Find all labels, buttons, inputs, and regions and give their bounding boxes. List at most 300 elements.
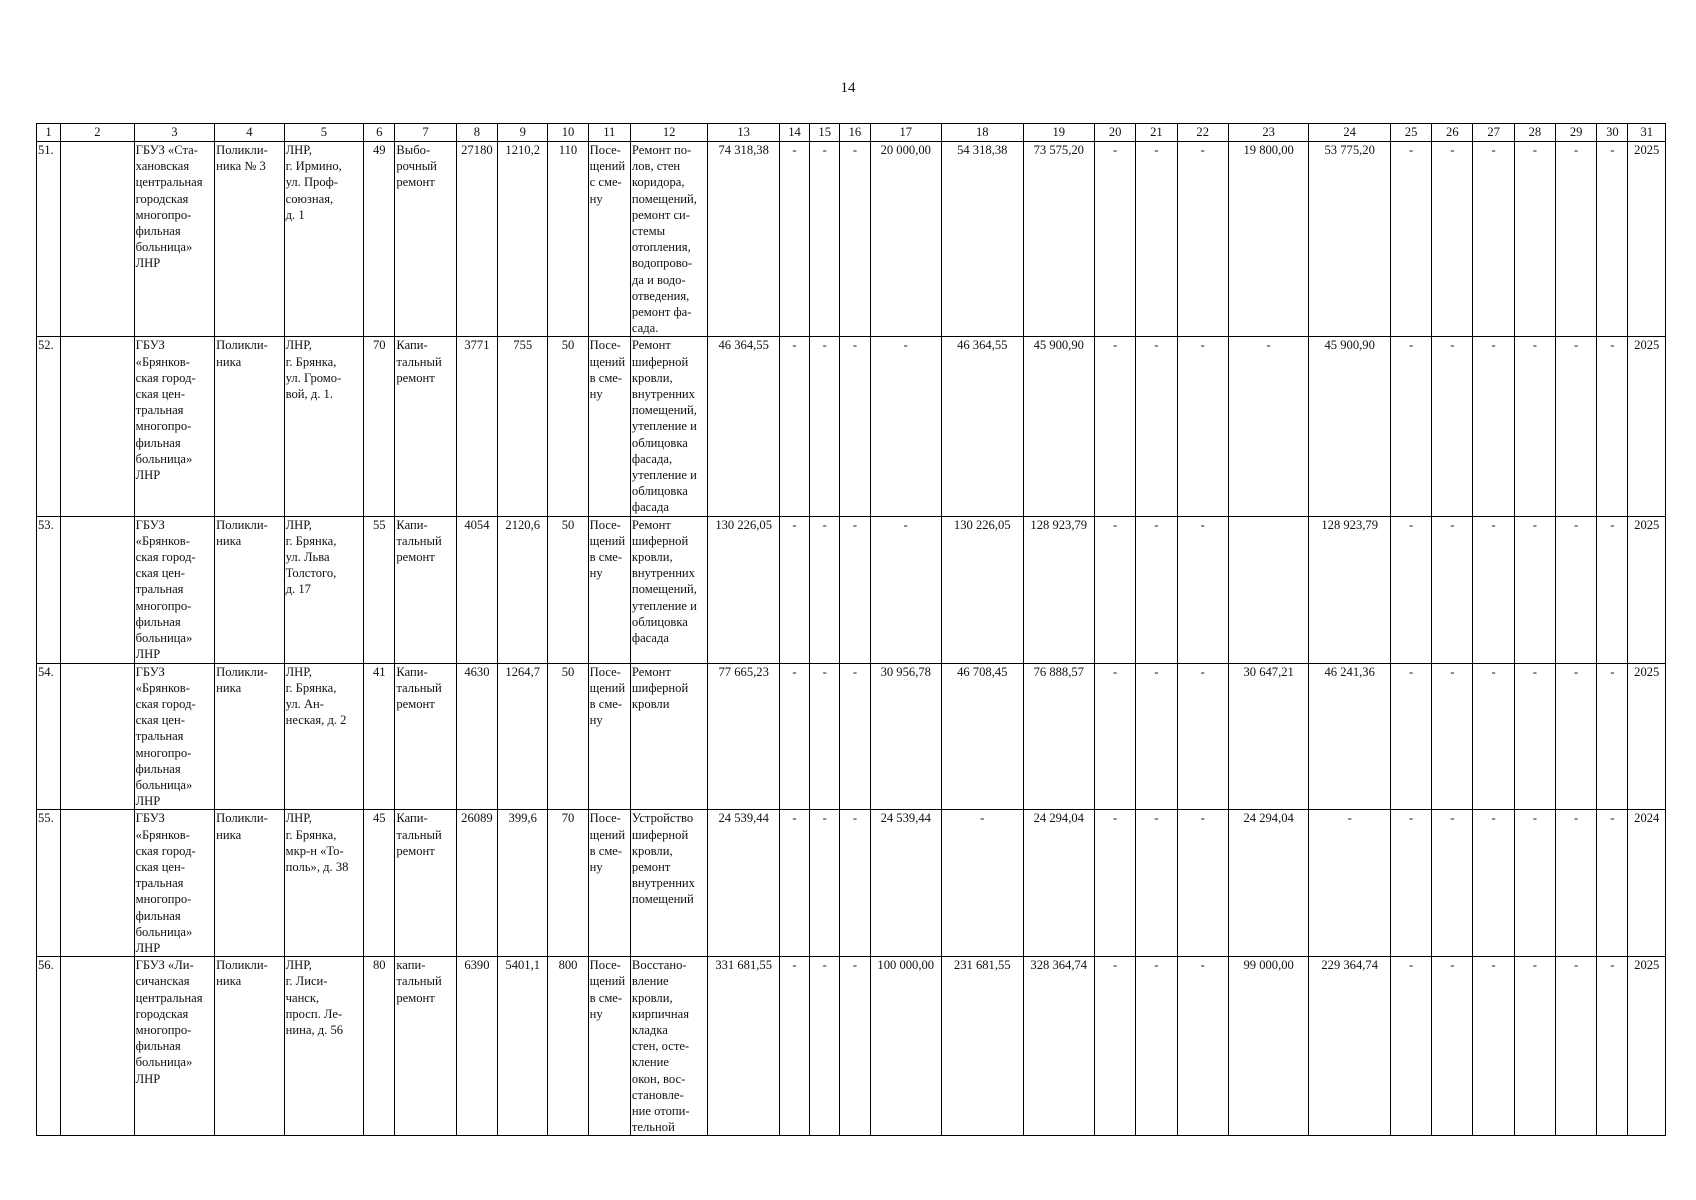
cell-col-13 bbox=[708, 663, 779, 810]
cell-text: ЛНР, г. Брянка, ул. Ан- неская, д. 2 bbox=[285, 664, 347, 728]
cell-col-7 bbox=[395, 663, 456, 810]
cell-text: - bbox=[792, 664, 797, 679]
cell-col-17 bbox=[870, 810, 941, 957]
column-header-8: 8 bbox=[456, 124, 497, 142]
cell-col-26 bbox=[1432, 142, 1473, 337]
cell-col-2 bbox=[61, 337, 134, 516]
cell-text: ГБУЗ «Брянков- ская город- ская цен- тральная многопро- фильная больница» ЛНР bbox=[135, 517, 196, 662]
column-header-21: 21 bbox=[1136, 124, 1177, 142]
cell-text: 76 888,57 bbox=[1033, 664, 1084, 679]
cell-text: - bbox=[1113, 338, 1118, 353]
cell-text: Поликли- ника bbox=[216, 517, 268, 548]
cell-col-27 bbox=[1473, 957, 1514, 1136]
cell-col-3 bbox=[134, 337, 215, 516]
cell-text: - bbox=[1450, 338, 1455, 353]
cell-text: 45 bbox=[372, 811, 386, 826]
column-header-13: 13 bbox=[708, 124, 779, 142]
cell-col-2 bbox=[61, 810, 134, 957]
cell-col-31 bbox=[1628, 337, 1666, 516]
cell-text: 53. bbox=[38, 517, 54, 532]
cell-text: Посе- щений в сме- ну bbox=[589, 958, 626, 1021]
cell-text: - bbox=[1532, 958, 1537, 973]
cell-text: - bbox=[1200, 664, 1205, 679]
cell-col-6 bbox=[364, 337, 395, 516]
cell-text: - bbox=[1154, 664, 1159, 679]
cell-text: 99 000,00 bbox=[1243, 958, 1294, 973]
cell-text: - bbox=[852, 958, 858, 973]
cell-col-1 bbox=[37, 663, 61, 810]
cell-text: - bbox=[1610, 811, 1615, 826]
cell-text: 130 226,05 bbox=[953, 517, 1011, 532]
cell-text: 5401,1 bbox=[505, 958, 541, 973]
cell-text: - bbox=[1450, 664, 1455, 679]
cell-text: 2025 bbox=[1634, 517, 1660, 532]
cell-text: 24 539,44 bbox=[718, 811, 769, 826]
cell-text: 100 000,00 bbox=[877, 958, 935, 973]
cell-col-26 bbox=[1432, 810, 1473, 957]
cell-col-10 bbox=[548, 142, 588, 337]
cell-text: - bbox=[1610, 517, 1615, 532]
cell-col-24 bbox=[1309, 957, 1391, 1136]
cell-text: 73 575,20 bbox=[1033, 143, 1084, 157]
cell-col-31 bbox=[1628, 142, 1666, 337]
cell-text: Капи- тальный ремонт bbox=[396, 664, 442, 711]
cell-col-25 bbox=[1390, 810, 1431, 957]
cell-text: - bbox=[1491, 664, 1496, 679]
cell-col-29 bbox=[1556, 810, 1597, 957]
cell-col-12 bbox=[630, 516, 708, 663]
cell-col-20 bbox=[1095, 957, 1136, 1136]
cell-text: - bbox=[1491, 958, 1496, 973]
cell-col-15 bbox=[810, 810, 840, 957]
cell-text: - bbox=[792, 517, 797, 532]
cell-col-18 bbox=[941, 337, 1023, 516]
cell-text: - bbox=[1408, 664, 1414, 679]
cell-col-23 bbox=[1228, 337, 1309, 516]
cell-text: - bbox=[1532, 811, 1537, 826]
cell-col-16 bbox=[840, 337, 870, 516]
cell-text: 2025 bbox=[1634, 958, 1660, 973]
cell-text: 1210,2 bbox=[505, 143, 541, 157]
cell-text: 128 923,79 bbox=[1321, 517, 1379, 532]
cell-col-13 bbox=[708, 142, 779, 337]
cell-col-14 bbox=[779, 337, 809, 516]
cell-text: 2120,6 bbox=[505, 517, 541, 532]
cell-col-2 bbox=[61, 142, 134, 337]
cell-text: - bbox=[1574, 143, 1579, 157]
cell-col-23 bbox=[1228, 142, 1309, 337]
cell-col-31 bbox=[1628, 810, 1666, 957]
cell-col-14 bbox=[779, 810, 809, 957]
cell-col-11 bbox=[588, 142, 630, 337]
cell-text: - bbox=[1574, 517, 1579, 532]
column-header-19: 19 bbox=[1023, 124, 1094, 142]
cell-col-6 bbox=[364, 142, 395, 337]
cell-col-13 bbox=[708, 957, 779, 1136]
cell-col-16 bbox=[840, 957, 870, 1136]
cell-text: 54. bbox=[38, 664, 54, 679]
cell-col-11 bbox=[588, 663, 630, 810]
cell-col-30 bbox=[1597, 337, 1628, 516]
cell-text: - bbox=[1408, 958, 1414, 973]
cell-col-7 bbox=[395, 142, 456, 337]
cell-col-18 bbox=[941, 810, 1023, 957]
cell-text: 50 bbox=[561, 338, 575, 353]
cell-text: - bbox=[1610, 143, 1615, 157]
cell-col-4 bbox=[215, 516, 284, 663]
cell-text: - bbox=[1154, 811, 1159, 826]
cell-col-5 bbox=[284, 810, 364, 957]
cell-text: - bbox=[1450, 811, 1455, 826]
cell-text: 130 226,05 bbox=[715, 517, 772, 532]
cell-col-30 bbox=[1597, 810, 1628, 957]
cell-text: - bbox=[822, 338, 827, 353]
cell-col-8 bbox=[456, 810, 497, 957]
cell-text: 1264,7 bbox=[505, 664, 541, 679]
cell-text: 30 647,21 bbox=[1243, 664, 1294, 679]
cell-col-9 bbox=[498, 516, 548, 663]
column-header-23: 23 bbox=[1228, 124, 1309, 142]
cell-col-10 bbox=[548, 957, 588, 1136]
cell-text: - bbox=[1113, 958, 1118, 973]
cell-col-1 bbox=[37, 810, 61, 957]
column-header-9: 9 bbox=[498, 124, 548, 142]
cell-text: капи- тальный ремонт bbox=[396, 958, 442, 1005]
cell-col-22 bbox=[1177, 957, 1228, 1136]
cell-text: 2025 bbox=[1634, 143, 1660, 157]
cell-col-12 bbox=[630, 663, 708, 810]
cell-text: - bbox=[903, 338, 908, 353]
cell-text: 56. bbox=[38, 958, 54, 973]
cell-text: Ремонт шиферной кровли bbox=[631, 664, 689, 711]
cell-col-6 bbox=[364, 516, 395, 663]
cell-col-7 bbox=[395, 337, 456, 516]
table-row bbox=[37, 663, 1666, 810]
cell-text: 55 bbox=[372, 517, 386, 532]
cell-col-29 bbox=[1556, 337, 1597, 516]
cell-text: 54 318,38 bbox=[957, 143, 1008, 157]
cell-col-21 bbox=[1136, 957, 1177, 1136]
cell-col-16 bbox=[840, 142, 870, 337]
cell-col-17 bbox=[870, 142, 941, 337]
column-header-3: 3 bbox=[134, 124, 215, 142]
cell-text: ГБУЗ «Брянков- ская город- ская цен- тральная многопро- фильная больница» ЛНР bbox=[135, 664, 196, 809]
cell-text: 27180 bbox=[461, 143, 493, 157]
cell-text: Посе- щений в сме- ну bbox=[589, 338, 626, 402]
cell-text: ГБУЗ «Ста- хановская центральная городская многопро- фильная больница» ЛНР bbox=[135, 143, 203, 271]
cell-col-24 bbox=[1309, 142, 1391, 337]
cell-col-4 bbox=[215, 957, 284, 1136]
cell-col-18 bbox=[941, 663, 1023, 810]
column-header-15: 15 bbox=[810, 124, 840, 142]
column-header-5: 5 bbox=[284, 124, 364, 142]
cell-col-8 bbox=[456, 663, 497, 810]
cell-text: - bbox=[980, 811, 985, 826]
cell-col-25 bbox=[1390, 337, 1431, 516]
cell-text: - bbox=[1610, 338, 1615, 353]
cell-col-27 bbox=[1473, 337, 1514, 516]
cell-col-22 bbox=[1177, 516, 1228, 663]
cell-text: 4054 bbox=[464, 517, 490, 532]
cell-col-7 bbox=[395, 516, 456, 663]
cell-col-10 bbox=[548, 337, 588, 516]
cell-text: - bbox=[822, 664, 827, 679]
cell-col-2 bbox=[61, 516, 134, 663]
cell-col-1 bbox=[37, 142, 61, 337]
cell-col-14 bbox=[779, 957, 809, 1136]
cell-text: - bbox=[1610, 664, 1615, 679]
cell-col-8 bbox=[456, 957, 497, 1136]
cell-col-5 bbox=[284, 957, 364, 1136]
cell-col-19 bbox=[1023, 142, 1094, 337]
cell-col-6 bbox=[364, 957, 395, 1136]
cell-text: - bbox=[852, 338, 858, 353]
cell-col-5 bbox=[284, 142, 364, 337]
column-header-31: 31 bbox=[1628, 124, 1666, 142]
cell-text: - bbox=[792, 143, 797, 157]
cell-col-20 bbox=[1095, 142, 1136, 337]
cell-text: Ремонт шиферной кровли, внутренних помещений, утепление и облицовка фасада bbox=[631, 517, 697, 646]
cell-col-29 bbox=[1556, 516, 1597, 663]
cell-col-24 bbox=[1309, 516, 1391, 663]
cell-col-29 bbox=[1556, 663, 1597, 810]
cell-text: Поликли- ника bbox=[216, 664, 268, 695]
cell-col-28 bbox=[1514, 337, 1555, 516]
cell-text: Капи- тальный ремонт bbox=[396, 811, 442, 858]
cell-text: - bbox=[792, 958, 797, 973]
cell-text: 46 364,55 bbox=[718, 338, 769, 353]
cell-col-5 bbox=[284, 516, 364, 663]
cell-col-7 bbox=[395, 810, 456, 957]
cell-text: - bbox=[822, 811, 827, 826]
cell-text: 231 681,55 bbox=[953, 958, 1011, 973]
column-header-18: 18 bbox=[941, 124, 1023, 142]
cell-text: 51. bbox=[38, 143, 54, 157]
cell-col-13 bbox=[708, 337, 779, 516]
column-header-30: 30 bbox=[1597, 124, 1628, 142]
cell-text: 41 bbox=[372, 664, 386, 679]
cell-col-30 bbox=[1597, 663, 1628, 810]
cell-text: 52. bbox=[38, 338, 54, 353]
cell-col-4 bbox=[215, 142, 284, 337]
column-header-26: 26 bbox=[1432, 124, 1473, 142]
cell-col-9 bbox=[498, 663, 548, 810]
cell-col-22 bbox=[1177, 337, 1228, 516]
cell-col-26 bbox=[1432, 957, 1473, 1136]
cell-col-30 bbox=[1597, 516, 1628, 663]
cell-text: - bbox=[1491, 143, 1496, 157]
column-header-25: 25 bbox=[1390, 124, 1431, 142]
cell-col-15 bbox=[810, 337, 840, 516]
cell-text: 77 665,23 bbox=[718, 664, 769, 679]
cell-col-26 bbox=[1432, 337, 1473, 516]
cell-col-21 bbox=[1136, 663, 1177, 810]
cell-col-25 bbox=[1390, 516, 1431, 663]
cell-col-18 bbox=[941, 142, 1023, 337]
cell-col-25 bbox=[1390, 142, 1431, 337]
cell-col-21 bbox=[1136, 810, 1177, 957]
cell-text: 3771 bbox=[464, 338, 490, 353]
cell-text: 19 800,00 bbox=[1243, 143, 1294, 157]
cell-col-17 bbox=[870, 663, 941, 810]
cell-text: - bbox=[852, 811, 858, 826]
column-header-1: 1 bbox=[37, 124, 61, 142]
cell-col-16 bbox=[840, 663, 870, 810]
cell-text: ЛНР, г. Брянка, ул. Громо- вой, д. 1. bbox=[285, 338, 342, 402]
cell-col-28 bbox=[1514, 516, 1555, 663]
cell-col-31 bbox=[1628, 516, 1666, 663]
cell-text: - bbox=[1408, 338, 1414, 353]
cell-col-2 bbox=[61, 957, 134, 1136]
cell-text: - bbox=[1347, 811, 1352, 826]
cell-col-15 bbox=[810, 516, 840, 663]
table-header bbox=[37, 124, 1666, 142]
cell-text: 24 294,04 bbox=[1033, 811, 1084, 826]
column-header-10: 10 bbox=[548, 124, 588, 142]
cell-col-10 bbox=[548, 516, 588, 663]
cell-text: 6390 bbox=[464, 958, 490, 973]
cell-col-27 bbox=[1473, 142, 1514, 337]
cell-text: - bbox=[1450, 143, 1455, 157]
cell-text: ГБУЗ «Ли- сичанская центральная городская многопро- фильная больница» ЛНР bbox=[135, 958, 203, 1086]
cell-text: Ремонт шиферной кровли, внутренних помещений, утепление и облицовка фасада, утепление и облицовка фасада bbox=[631, 338, 697, 515]
cell-col-8 bbox=[456, 142, 497, 337]
cell-text: 4630 bbox=[464, 664, 490, 679]
cell-text: 755 bbox=[513, 338, 533, 353]
cell-text: - bbox=[792, 811, 797, 826]
cell-col-12 bbox=[630, 337, 708, 516]
cell-col-14 bbox=[779, 142, 809, 337]
cell-text: 30 956,78 bbox=[880, 664, 931, 679]
table-body bbox=[37, 142, 1666, 1136]
cell-col-3 bbox=[134, 516, 215, 663]
cell-col-17 bbox=[870, 957, 941, 1136]
column-header-11: 11 bbox=[588, 124, 630, 142]
cell-text: - bbox=[1266, 338, 1271, 353]
cell-col-14 bbox=[779, 516, 809, 663]
cell-text: Устройство шиферной кровли, ремонт внутренних помещений bbox=[631, 811, 695, 907]
cell-col-23 bbox=[1228, 810, 1309, 957]
cell-text: - bbox=[903, 517, 908, 532]
cell-text: 46 708,45 bbox=[957, 664, 1008, 679]
cell-col-19 bbox=[1023, 516, 1094, 663]
cell-col-12 bbox=[630, 957, 708, 1136]
cell-col-23 bbox=[1228, 516, 1309, 663]
cell-col-1 bbox=[37, 957, 61, 1136]
cell-col-10 bbox=[548, 810, 588, 957]
cell-col-3 bbox=[134, 142, 215, 337]
cell-col-20 bbox=[1095, 516, 1136, 663]
cell-text: - bbox=[1113, 517, 1118, 532]
cell-text: 331 681,55 bbox=[715, 958, 772, 973]
cell-col-11 bbox=[588, 957, 630, 1136]
cell-col-6 bbox=[364, 810, 395, 957]
cell-col-19 bbox=[1023, 337, 1094, 516]
cell-text: 328 364,74 bbox=[1030, 958, 1088, 973]
cell-col-28 bbox=[1514, 663, 1555, 810]
cell-text: - bbox=[822, 958, 827, 973]
cell-text: - bbox=[1532, 338, 1537, 353]
cell-col-3 bbox=[134, 810, 215, 957]
cell-text: 24 294,04 bbox=[1243, 811, 1294, 826]
cell-text: Поликли- ника bbox=[216, 811, 268, 842]
cell-col-12 bbox=[630, 810, 708, 957]
cell-text: 70 bbox=[372, 338, 386, 353]
cell-text: Поликли- ника bbox=[216, 958, 268, 989]
cell-text: 2025 bbox=[1634, 338, 1660, 353]
cell-col-22 bbox=[1177, 663, 1228, 810]
cell-col-15 bbox=[810, 663, 840, 810]
cell-text: 80 bbox=[372, 958, 386, 973]
cell-col-2 bbox=[61, 663, 134, 810]
cell-col-14 bbox=[779, 663, 809, 810]
column-header-14: 14 bbox=[779, 124, 809, 142]
cell-col-31 bbox=[1628, 957, 1666, 1136]
cell-text: 50 bbox=[561, 517, 575, 532]
cell-col-28 bbox=[1514, 957, 1555, 1136]
cell-text: - bbox=[1408, 143, 1414, 157]
cell-text: 53 775,20 bbox=[1324, 143, 1375, 157]
cell-col-24 bbox=[1309, 663, 1391, 810]
cell-text: - bbox=[1574, 338, 1579, 353]
cell-text: - bbox=[852, 143, 858, 157]
cell-text: - bbox=[1113, 143, 1118, 157]
cell-col-25 bbox=[1390, 663, 1431, 810]
cell-col-26 bbox=[1432, 516, 1473, 663]
cell-text: - bbox=[1200, 811, 1205, 826]
cell-text: - bbox=[1113, 811, 1118, 826]
cell-text: 26089 bbox=[461, 811, 493, 826]
cell-col-19 bbox=[1023, 810, 1094, 957]
cell-text: - bbox=[1200, 958, 1205, 973]
cell-text: 399,6 bbox=[508, 811, 537, 826]
cell-col-8 bbox=[456, 516, 497, 663]
column-header-6: 6 bbox=[364, 124, 395, 142]
cell-col-24 bbox=[1309, 337, 1391, 516]
cell-col-29 bbox=[1556, 142, 1597, 337]
column-header-28: 28 bbox=[1514, 124, 1555, 142]
cell-text: - bbox=[1154, 517, 1159, 532]
cell-text: - bbox=[1408, 811, 1414, 826]
cell-text: - bbox=[822, 517, 827, 532]
cell-text: - bbox=[1154, 143, 1159, 157]
cell-col-22 bbox=[1177, 810, 1228, 957]
cell-col-10 bbox=[548, 663, 588, 810]
cell-text: 24 539,44 bbox=[880, 811, 931, 826]
cell-col-27 bbox=[1473, 663, 1514, 810]
cell-col-31 bbox=[1628, 663, 1666, 810]
cell-col-29 bbox=[1556, 957, 1597, 1136]
cell-text: - bbox=[822, 143, 827, 157]
cell-text: 128 923,79 bbox=[1030, 517, 1088, 532]
cell-col-16 bbox=[840, 516, 870, 663]
cell-text: - bbox=[1610, 958, 1615, 973]
cell-text: ЛНР, г. Брянка, ул. Льва Толстого, д. 17 bbox=[285, 517, 337, 597]
cell-text: - bbox=[1154, 338, 1159, 353]
cell-col-4 bbox=[215, 663, 284, 810]
cell-text: - bbox=[1574, 664, 1579, 679]
cell-col-23 bbox=[1228, 663, 1309, 810]
cell-text: - bbox=[1450, 517, 1455, 532]
cell-text: 46 364,55 bbox=[957, 338, 1008, 353]
cell-text: - bbox=[852, 517, 858, 532]
cell-col-8 bbox=[456, 337, 497, 516]
cell-text: - bbox=[1491, 338, 1496, 353]
cell-col-26 bbox=[1432, 663, 1473, 810]
cell-text: - bbox=[1532, 143, 1537, 157]
cell-col-11 bbox=[588, 810, 630, 957]
cell-text: - bbox=[1200, 143, 1205, 157]
